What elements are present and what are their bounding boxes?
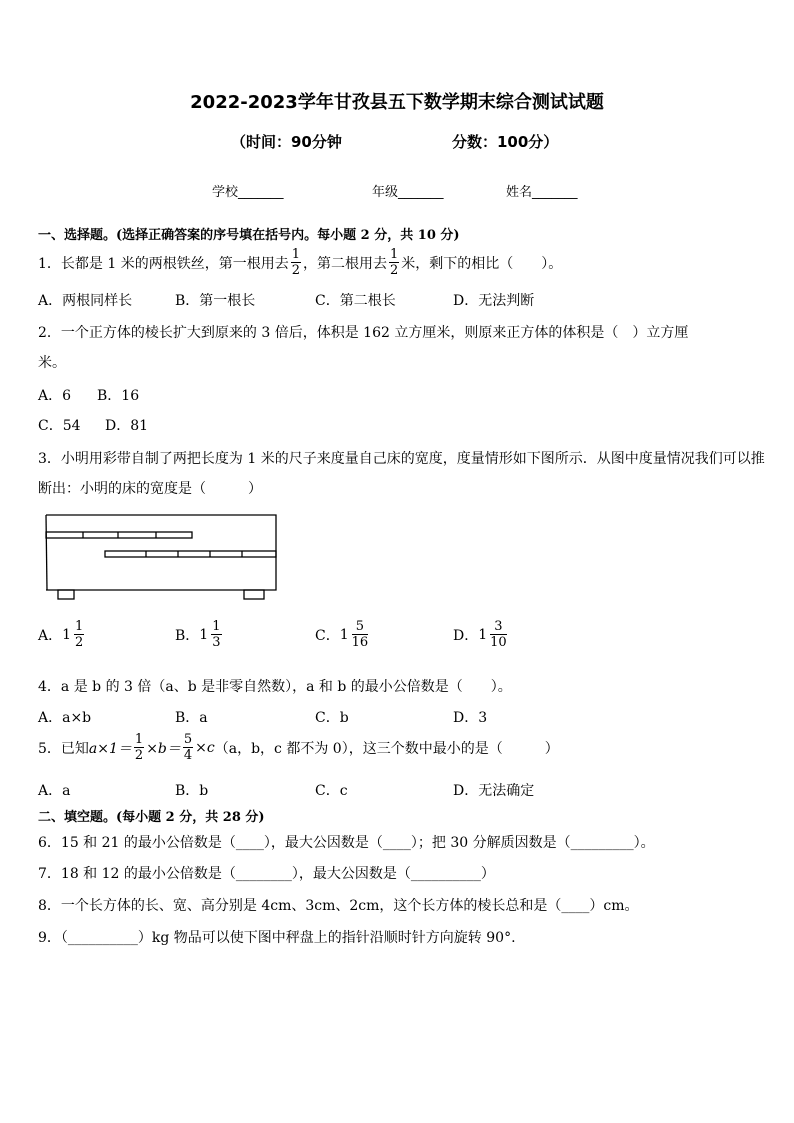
question-2-line-1: 2．一个正方体的棱长扩大到原来的 3 倍后，体积是 162 立方厘米，则原来正方体的体积是（ ）立方厘 <box>38 325 689 341</box>
section-1-title: 一、选择题。(选择正确答案的序号填在括号内。每小题 2 分，共 10 分) <box>38 228 460 243</box>
q5-option-b: B．b <box>175 783 209 799</box>
q3-option-d: D． 1 $\frac{3}{10}$ <box>453 619 507 650</box>
q2-option-b: B．16 <box>97 388 140 404</box>
question-4: 4．a 是 b 的 3 倍（a、b 是非零自然数），a 和 b 的最小公倍数是（ ）。 <box>38 679 512 695</box>
q3-option-a: A． 1 $\frac{1}{2}$ <box>38 619 84 650</box>
bed-leg-left <box>58 590 74 599</box>
q4-option-c: C．b <box>315 710 349 726</box>
q3-option-b: B． 1 $\frac{1}{3}$ <box>175 619 221 650</box>
q1-option-a: A．两根同样长 <box>38 293 133 309</box>
q2-option-a: A．6 <box>38 388 72 404</box>
question-2-line-2: 米。 <box>38 355 66 371</box>
q2-option-d: D．81 <box>105 418 149 434</box>
school-field: 学校_______ <box>212 185 284 200</box>
bed-measurement-figure <box>38 508 288 602</box>
question-3-line-1: 3．小明用彩带自制了两把长度为 1 米的尺子来度量自己床的宽度，度量情形如下图所示．从图中度量情况我们可以推 <box>38 451 765 467</box>
q4-option-a: A．a×b <box>38 710 92 726</box>
q3-option-c: C． 1 $\frac{5}{16}$ <box>315 619 369 650</box>
question-1 <box>38 248 562 277</box>
question-1-fraction-2: $\frac{1}{2}$ <box>390 247 399 278</box>
question-5-fraction-2: $\frac{5}{4}$ <box>183 732 193 763</box>
q5-option-a: A．a <box>38 783 71 799</box>
grade-field: 年级_______ <box>372 185 444 200</box>
q1-option-d: D．无法判断 <box>453 293 535 309</box>
bed-leg-right <box>244 590 264 599</box>
question-1-text-a: 1．长都是 1 米的两根铁丝，第一根用去 <box>38 255 289 272</box>
ruler-bottom <box>105 551 276 557</box>
question-5-fraction-1: $\frac{1}{2}$ <box>134 732 144 763</box>
question-5-text-a: 5．已知 <box>38 740 89 757</box>
exam-time: （时间：90分钟 <box>231 133 342 151</box>
q4-option-d: D．3 <box>453 710 488 726</box>
question-5: 5．已知 a×1＝ $\frac{1}{2}$ ×b＝ $\frac{5}{4}$ ×c （a，b，c 都不为 0），这三个数中最小的是（ ） <box>38 732 559 763</box>
q5-option-d: D．无法确定 <box>453 783 535 799</box>
question-1-text-b: ，第二根用去 <box>303 255 387 272</box>
question-3-line-2: 断出：小明的床的宽度是（ ） <box>38 481 262 497</box>
name-field: 姓名_______ <box>506 185 578 200</box>
q1-option-c: C．第二根长 <box>315 293 396 309</box>
question-7: 7．18 和 12 的最小公倍数是（________），最大公因数是（__________） <box>38 866 495 882</box>
page-title: 2022-2023学年甘孜县五下数学期末综合测试试题 <box>190 92 604 113</box>
exam-score: 分数：100分） <box>452 133 559 151</box>
question-1-fraction-1: $\frac{1}{2}$ <box>291 247 300 278</box>
section-2-title: 二、填空题。(每小题 2 分，共 28 分) <box>38 810 265 825</box>
question-1-text-c: 米，剩下的相比（ ）。 <box>401 255 563 272</box>
q2-option-c: C．54 <box>38 418 81 434</box>
question-6: 6．15 和 21 的最小公倍数是（____），最大公因数是（____）；把 30 分解质因数是（_________）。 <box>38 835 655 851</box>
q5-option-c: C．c <box>315 783 348 799</box>
ruler-top <box>46 532 192 538</box>
question-5-text-b: （a，b，c 都不为 0），这三个数中最小的是（ ） <box>214 740 559 757</box>
q1-option-b: B．第一根长 <box>175 293 256 309</box>
q4-option-b: B．a <box>175 710 208 726</box>
question-8: 8．一个长方体的长、宽、高分别是 4cm、3cm、2cm，这个长方体的棱长总和是（____）cm。 <box>38 898 639 914</box>
question-9: 9．（__________）kg 物品可以使下图中秤盘上的指针沿顺时针方向旋转 90°. <box>38 930 516 946</box>
